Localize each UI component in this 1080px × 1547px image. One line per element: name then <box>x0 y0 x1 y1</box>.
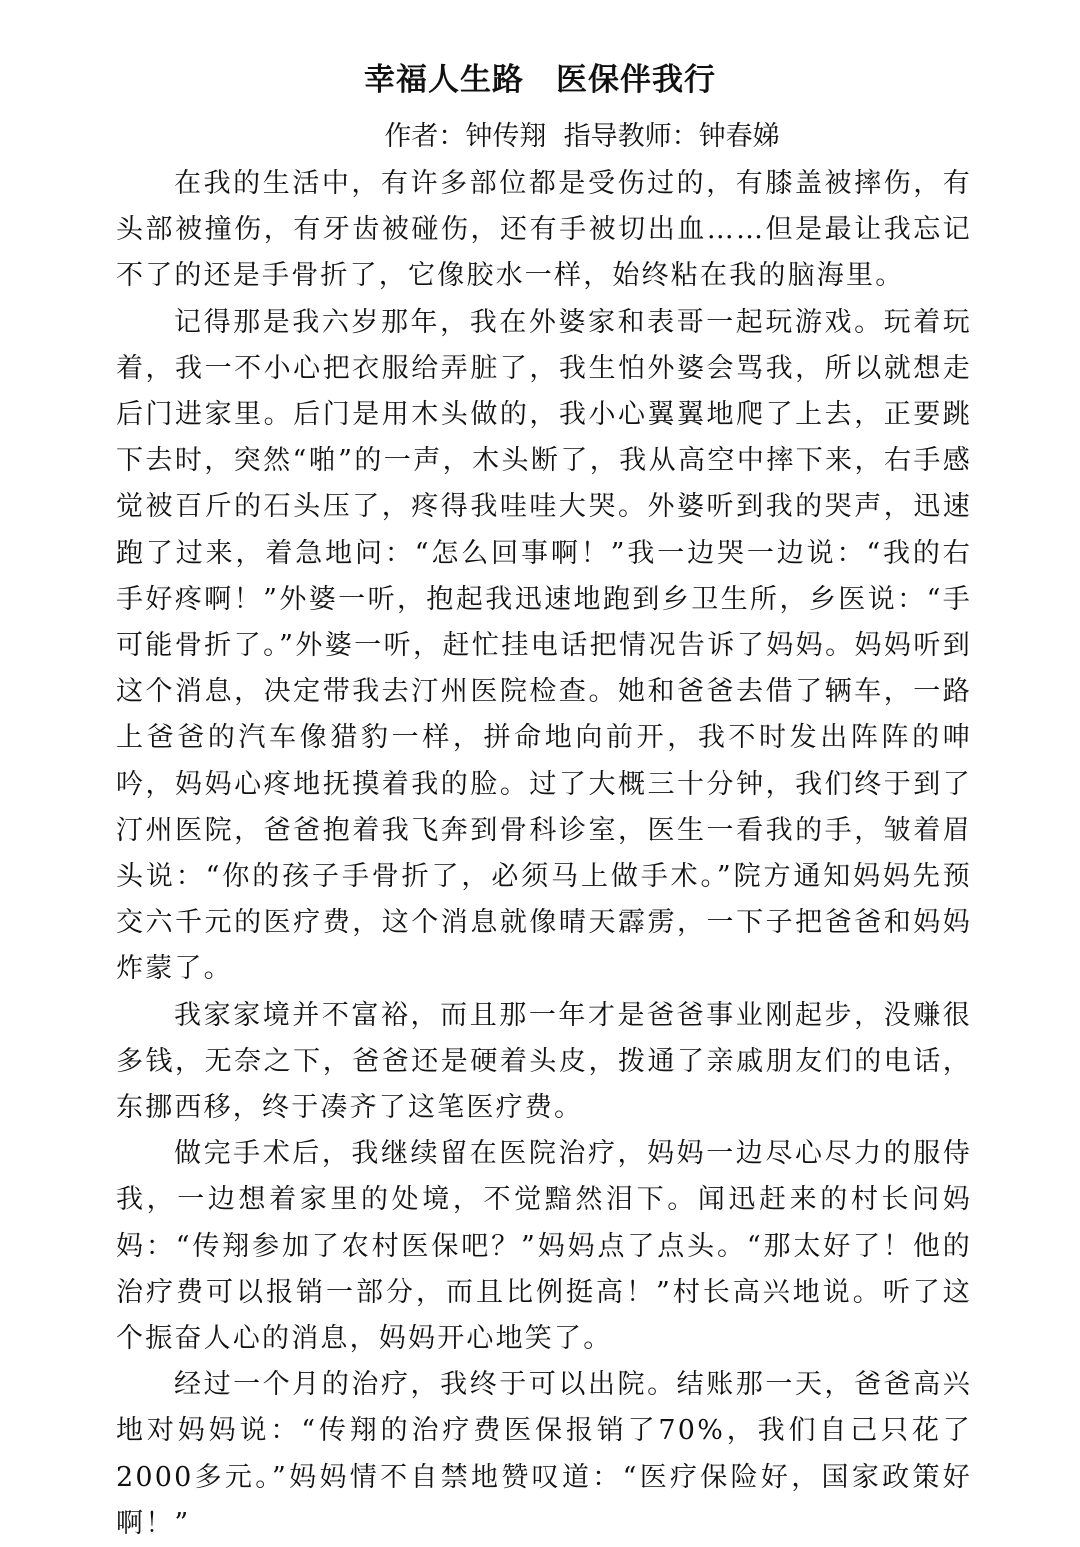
essay-body <box>116 161 972 1547</box>
paragraph-3: 我家家境并不富裕，而且那一年才是爸爸事业刚起步，没赚很多钱，无奈之下，爸爸还是硬着头皮，拨通了亲戚朋友们的电话，东挪西移，终于凑齐了这笔医疗费。 <box>116 999 972 1124</box>
paragraph-5: 经过一个月的治疗，我终于可以出院。结账那一天，爸爸高兴地对妈妈说：“传翔的治疗费医保报销了70%，我们自己只花了2000多元。”妈妈情不自禁地赞叹道：“医疗保险好，国家政策好啊！” <box>116 1369 972 1539</box>
author-byline: 作者：钟传翔 指导教师：钟春娣 <box>384 121 780 152</box>
paragraph-2: 记得那是我六岁那年，我在外婆家和表哥一起玩游戏。玩着玩着，我一不小心把衣服给弄脏了，我生怕外婆会骂我，所以就想走后门进家里。后门是用木头做的，我小心翼翼地爬了上去，正要跳下去时，突然“啪”的一声，木头断了，我从高空中摔下来，右手感觉被百斤的石头压了，疼得我哇哇大哭。外婆听到我的哭声，迅速跑了过来，着急地问：“怎么回事啊！”我一边哭一边说：“我的右手好疼啊！”外婆一听，抱起我迅速地跑到乡卫生所，乡医说：“手可能骨折了。”外婆一听，赶忙挂电话把情况告诉了妈妈。妈妈听到这个消息，决定带我去汀州医院检查。她和爸爸去借了辆车，一路上爸爸的汽车像猎豹一样，拼命地向前开，我不时发出阵阵的呻吟，妈妈心疼地抚摸着我的脸。过了大概三十分钟，我们终于到了汀州医院，爸爸抱着我飞奔到骨科诊室，医生一看我的手，皱着眉头说：“你的孩子手骨折了，必须马上做手术。”院方通知妈妈先预交六千元的医疗费，这个消息就像晴天霹雳，一下子把爸爸和妈妈炸蒙了。 <box>116 306 972 985</box>
essay-title: 幸福人生路 医保伴我行 <box>364 62 716 98</box>
paragraph-1: 在我的生活中，有许多部位都是受伤过的，有膝盖被摔伤，有头部被撞伤，有牙齿被碰伤，还有手被切出血……但是最让我忘记不了的还是手骨折了，它像胶水一样，始终粘在我的脑海里。 <box>116 168 972 292</box>
paragraph-4: 做完手术后，我继续留在医院治疗，妈妈一边尽心尽力的服侍我，一边想着家里的处境，不觉黯然泪下。闻迅赶来的村长问妈妈：“传翔参加了农村医保吧？”妈妈点了点头。“那太好了！他的治疗费可以报销一部分，而且比例挺高！”村长高兴地说。听了这个振奋人心的消息，妈妈开心地笑了。 <box>116 1138 972 1355</box>
